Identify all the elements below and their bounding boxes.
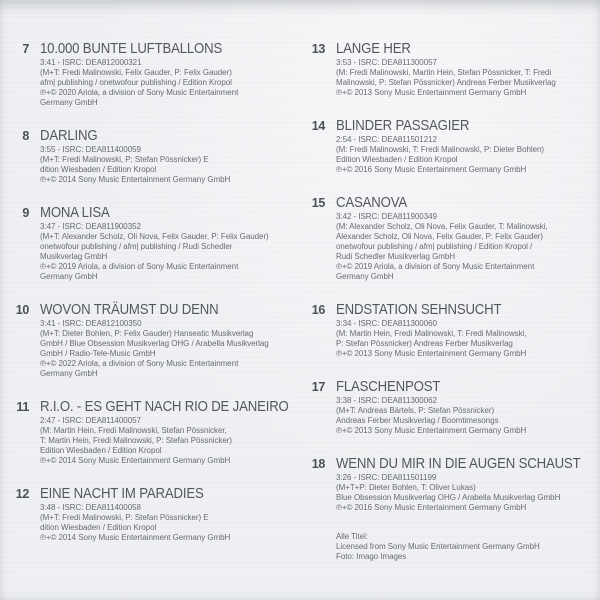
track-item [310,40,594,98]
track-credit-line: Germany GmbH [40,98,98,107]
track-credit-line: P: Stefan Pössnicker) Andreas Ferber Musikverlag [336,339,513,348]
track-credit-line: (M+T: Fredi Malinowski, P: Stefan Pössnicker) E [40,155,209,164]
track-item [14,301,310,379]
track-number: 7 [22,42,29,56]
track-title: LANGE HER [336,40,411,57]
track-credit-line: (M: Martin Hein, Fredi Malinowski, T: Fredi Malinowski, [336,329,527,338]
track-credit-line: 3:53 - ISRC: DEA811300057 [336,58,437,67]
track-credit-line: ℗+© 2019 Ariola, a division of Sony Music Entertainment [40,262,239,271]
track-title: EINE NACHT IM PARADIES [40,485,204,502]
track-number: 15 [311,196,325,210]
track-credit-line: ℗+© 2016 Sony Music Entertainment Germany GmbH [336,503,527,512]
track-credit-line: Edition Wiesbaden / Edition Kropol [336,155,458,164]
track-credit-line: (M+T: Alexander Scholz, Oli Nova, Felix Gauder, P: Felix Gauder) [40,232,269,241]
track-number: 16 [311,303,325,317]
track-title: MONA LISA [40,204,110,221]
tracklist-column-left [14,40,310,562]
track-credit-line: onetwofour publishing / afm| publishing / Edition Kropol / [336,242,533,251]
footer-photo-credit: Foto: Imago Images [336,552,407,561]
track-credit-line: Andreas Ferber Musikverlag / Boomtimesongs [336,416,499,425]
track-credit-line: (M+T+P: Dieter Bohlen, T: Oliver Lukas) [336,483,476,492]
track-credit-line: ℗+© 2014 Sony Music Entertainment Germany GmbH [40,456,231,465]
track-credit-line: Germany GmbH [40,369,98,378]
tracklist-columns [14,40,594,562]
track-number: 11 [16,400,29,414]
track-credit-line: ℗+© 2016 Sony Music Entertainment Germany GmbH [336,165,527,174]
track-credit-line: (M: Alexander Scholz, Oli Nova, Felix Gauder, T: Malinowski, [336,222,548,231]
track-title: BLINDER PASSAGIER [336,117,470,134]
track-details [40,127,310,185]
track-credit-line: dition Wiesbaden / Edition Kropol [40,523,157,532]
track-credit-line: Edition Wiesbaden / Edition Kropol [40,446,162,455]
track-item [14,485,310,543]
track-credit-line: Alexander Scholz, Oli Nova, Felix Gauder, P: Felix Gauder) [336,232,543,241]
track-credit-line: 3:42 - ISRC: DEA811900349 [336,212,437,221]
track-number: 17 [311,380,325,394]
track-item [310,301,594,359]
track-details [40,485,310,543]
tracklist-column-right [310,40,594,562]
track-details [40,398,310,466]
track-credit-line: (M+T: Andreas Bärtels, P: Stefan Pössnicker) [336,406,495,415]
track-item [310,194,594,282]
track-title: ENDSTATION SEHNSUCHT [336,301,502,318]
track-credit-line: (M+T: Dieter Bohlen, P: Felix Gauder) Hanseatic Musikverlag [40,329,254,338]
track-credit-line: 3:38 - ISRC: DEA811300062 [336,396,437,405]
track-title: CASANOVA [336,194,407,211]
track-number: 10 [15,303,29,317]
track-title: 10.000 BUNTE LUFTBALLONS [40,40,223,57]
track-credit-line: (M: Fredi Malinowski, Martin Hein, Stefan Pössnicker, T: Fredi [336,68,552,77]
footer-license-note: Licensed from Sony Music Entertainment Germany GmbH [336,542,540,551]
footer-credits [310,532,594,562]
track-credit-line: T: Martin Hein, Fredi Malinowski, P: Stefan Pössnicker) [40,436,232,445]
track-credit-line: Blue Obsession Musikverlag OHG / Arabella Musikverlag GmbH [336,493,561,502]
track-details [40,204,310,282]
track-credit-line: ℗+© 2014 Sony Music Entertainment Germany GmbH [40,533,231,542]
track-details [336,301,594,359]
track-credit-line: (M: Fredi Malinowski, T: Fredi Malinowski, P: Dieter Bohlen) [336,145,545,154]
track-credit-line: (M+T: Fredi Malinowski, P: Stefan Pössnicker) E [40,513,209,522]
track-credit-line: ℗+© 2014 Sony Music Entertainment Germany GmbH [40,175,231,184]
track-credit-line: 2:54 - ISRC: DEA811501212 [336,135,437,144]
track-credit-line: ℗+© 2013 Sony Music Entertainment Germany GmbH [336,88,527,97]
track-item [14,40,310,108]
track-credit-line: Germany GmbH [40,272,98,281]
track-credit-line: 3:55 - ISRC: DEA811400059 [40,145,141,154]
track-item [310,378,594,436]
track-number: 12 [15,487,29,501]
track-credit-line: afm| publishing / onetwofour publishing / Edition Kropol [40,78,232,87]
track-number: 14 [311,119,325,133]
track-number: 13 [311,42,325,56]
track-credit-line: GmbH / Radio-Tele-Music GmbH [40,349,156,358]
track-title: DARLING [40,127,98,144]
track-credit-line: Musikverlag GmbH [40,252,108,261]
track-details [336,194,594,282]
track-credit-line: Rudi Schedler Musikverlag GmbH [336,252,455,261]
track-title: WOVON TRÄUMST DU DENN [40,301,219,318]
track-credit-line: (M: Martin Hein, Fredi Malinowski, Stefan Pössnicker, [40,426,227,435]
track-credit-line: 3:41 - ISRC: DEA812000321 [40,58,142,67]
track-details [336,455,594,513]
track-details [336,378,594,436]
track-credit-line: 3:47 - ISRC: DEA811900352 [40,222,141,231]
track-item [14,127,310,185]
track-number: 9 [22,206,29,220]
track-credit-line: onetwofour publishing / afm| publishing / Rudi Schedler [40,242,233,251]
track-title: WENN DU MIR IN DIE AUGEN SCHAUST [336,455,581,472]
track-details [336,40,594,98]
track-details [40,301,310,379]
track-credit-line: dition Wiesbaden / Edition Kropol [40,165,157,174]
track-title: FLASCHENPOST [336,378,441,395]
track-credit-line: 3:48 - ISRC: DEA811400058 [40,503,141,512]
track-credit-line: (M+T: Fredi Malinowski, Felix Gauder, P: Felix Gauder) [40,68,232,77]
track-title: R.I.O. - ES GEHT NACH RIO DE JANEIRO [40,398,289,415]
track-credit-line: ℗+© 2019 Ariola, a division of Sony Music Entertainment [336,262,535,271]
track-credit-line: 3:41 - ISRC: DEA812100350 [40,319,142,328]
track-item [14,204,310,282]
track-details [336,117,594,175]
track-credit-line: ℗+© 2022 Ariola, a division of Sony Music Entertainment [40,359,239,368]
track-credit-line: ℗+© 2013 Sony Music Entertainment Germany GmbH [336,349,527,358]
track-details [40,40,310,108]
track-number: 8 [22,129,29,143]
track-credit-line: Germany GmbH [336,272,394,281]
track-item [310,117,594,175]
track-credit-line: GmbH / Blue Obsession Musikverlag OHG / Arabella Musikverlag [40,339,269,348]
track-credit-line: ℗+© 2020 Ariola, a division of Sony Music Entertainment [40,88,239,97]
track-item [14,398,310,466]
track-credit-line: 3:34 - ISRC: DEA811300060 [336,319,437,328]
track-item [310,455,594,513]
track-credit-line: 2:47 - ISRC: DEA811400057 [40,416,141,425]
track-number: 18 [311,457,325,471]
track-credit-line: 3:26 - ISRC: DEA811501199 [336,473,437,482]
track-credit-line: Malinowski, P: Stefan Pössnicker) Andreas Ferber Musikverlag [336,78,556,87]
footer-all-titles-label: Alle Titel: [336,532,368,541]
track-credit-line: ℗+© 2013 Sony Music Entertainment Germany GmbH [336,426,527,435]
